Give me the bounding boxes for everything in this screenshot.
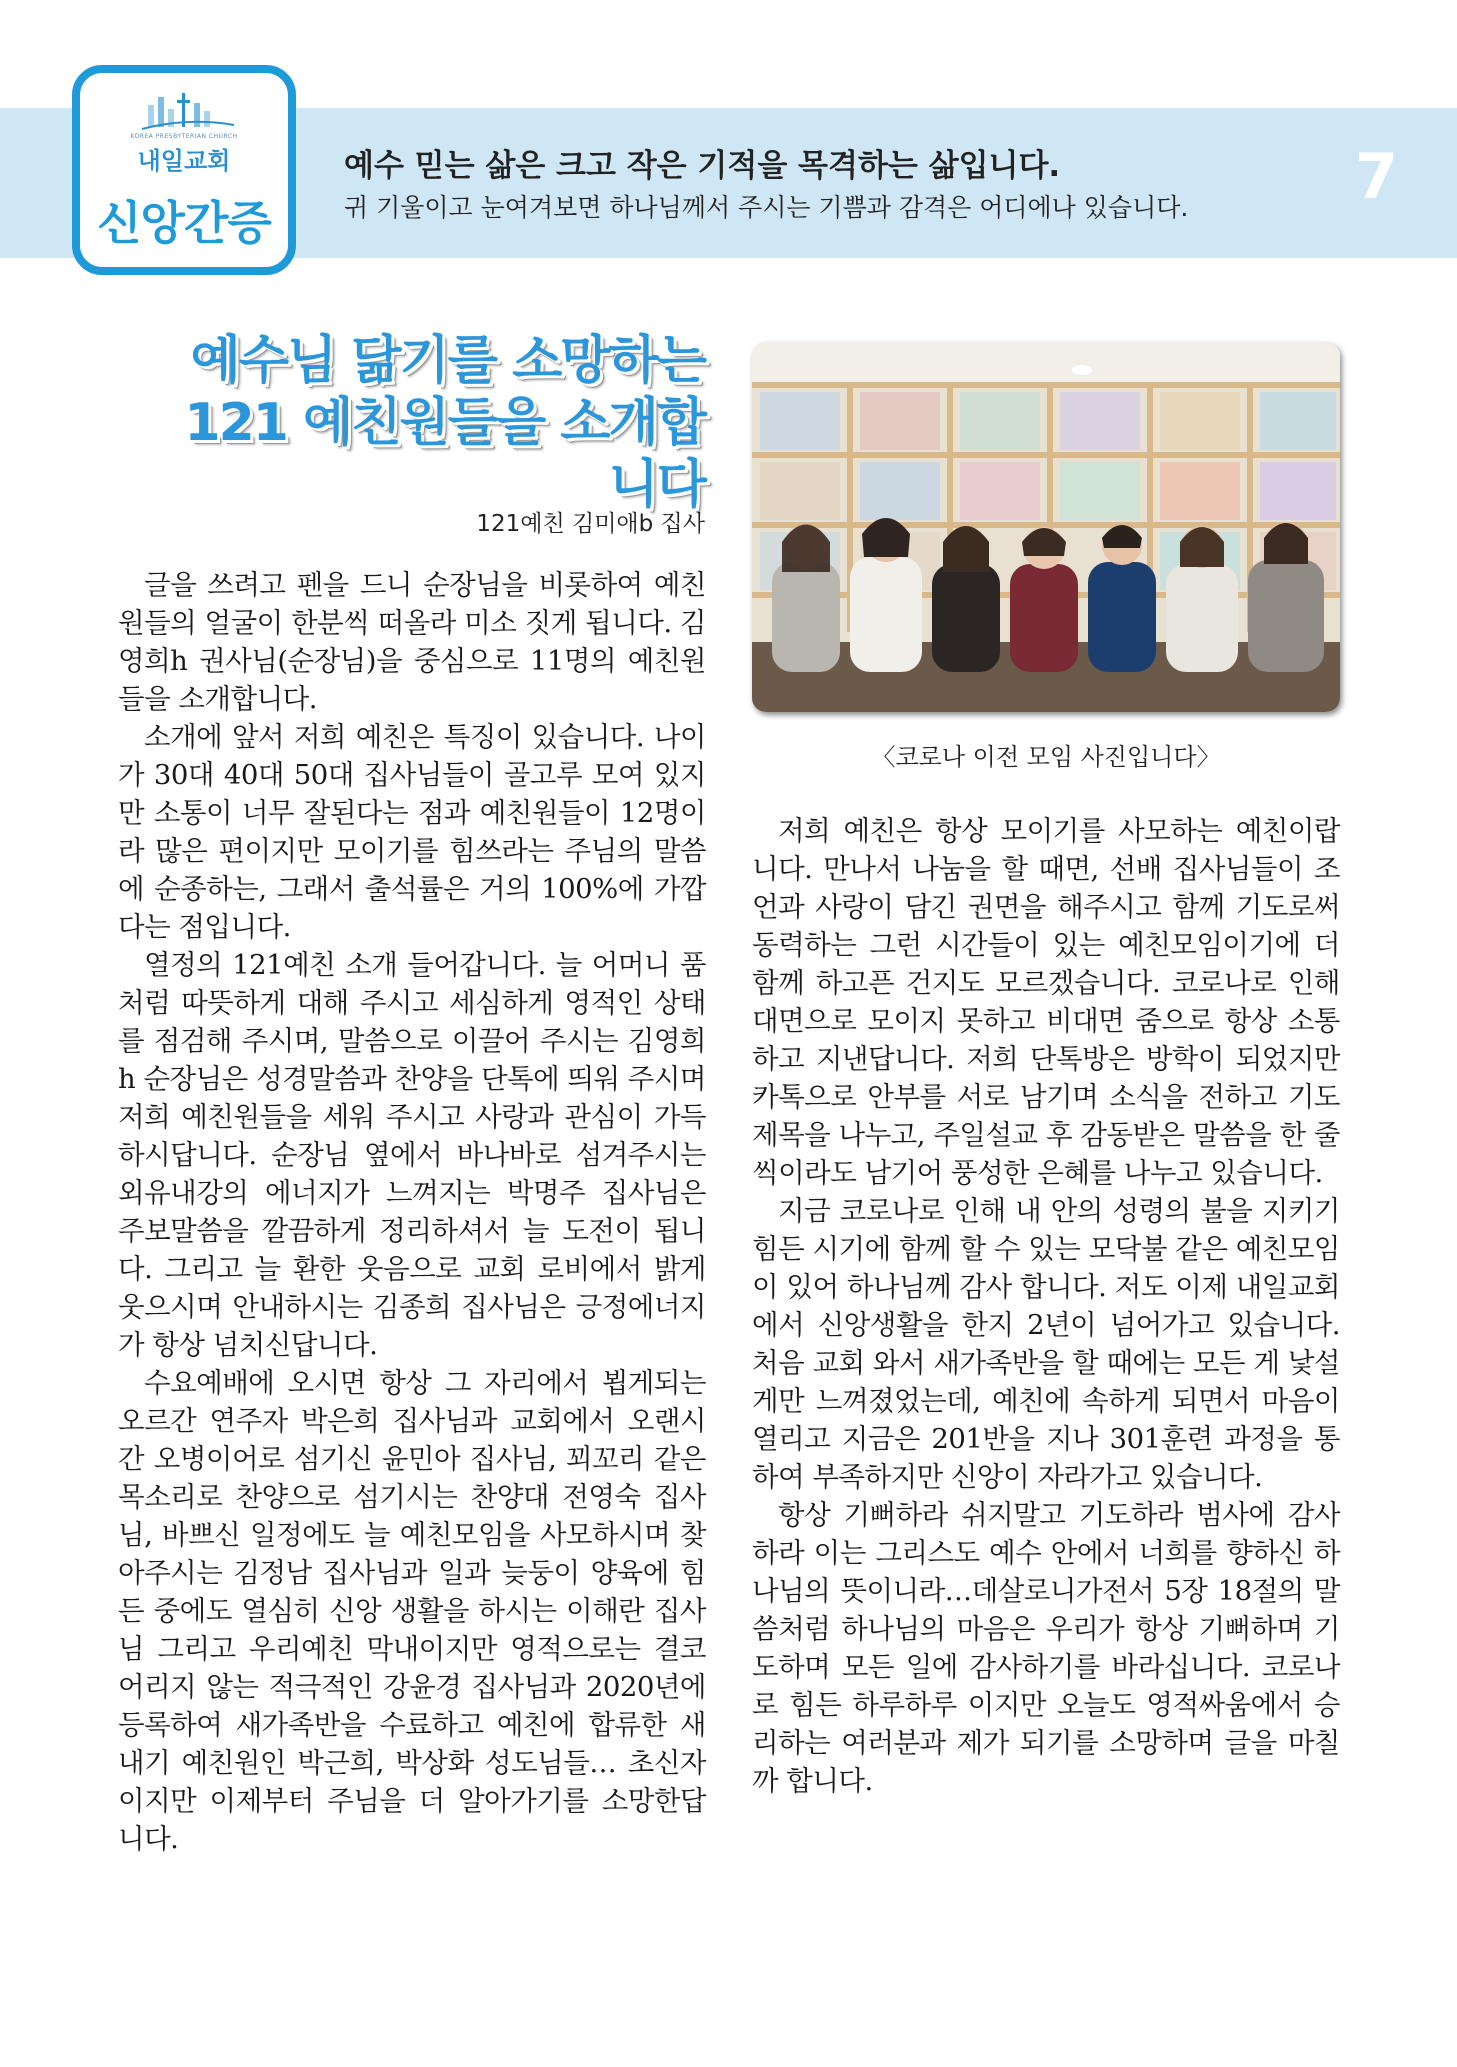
paragraph: 소개에 앞서 저희 예친은 특징이 있습니다. 나이가 30대 40대 50대 집사님들이 골고루 모여 있지만 소통이 너무 잘된다는 점과 예친원들이 12명이라 많은 편이지만 모이기를 힘쓰라는 주님의 말씀에 순종하는, 그래서 출석률은 거의 100%에 가깝다는 점입니다.: [118, 721, 706, 943]
article-left-column: [118, 566, 706, 1858]
article-right-column: [752, 812, 1340, 1800]
section-title: 신앙간증: [97, 196, 271, 250]
logo-subtitle: KOREA PRESBYTERIAN CHURCH: [130, 133, 238, 140]
logo-box: [72, 65, 296, 275]
article-title-line-2: 121 예친원들을 소개합니다: [184, 393, 705, 515]
paragraph: 지금 코로나로 인해 내 안의 성령의 불을 지키기 힘든 시기에 함께 할 수 있는 모닥불 같은 예친모임이 있어 하나님께 감사 합니다. 저도 이제 내일교회에서 신앙생활을 한지 2년이 넘어가고 있습니다. 처음 교회 와서 새가족반을 할 때에는 모든 게 낯설게만 느껴졌었는데, 예친에 속하게 되면서 마음이 열리고 지금은 201반을 지나 301훈련 과정을 통하여 부족하지만 신앙이 자라가고 있습니다.: [752, 1195, 1340, 1493]
group-photo: [752, 342, 1340, 712]
article-byline: 121예친 김미애b 집사: [476, 511, 705, 537]
logo-name: 내일교회: [137, 147, 231, 175]
article-title: [145, 330, 705, 516]
paragraph: 저희 예친은 항상 모이기를 사모하는 예친이랍니다. 만나서 나눔을 할 때면, 선배 집사님들이 조언과 사랑이 담긴 권면을 해주시고 함께 기도로써 동력하는 그런 시간들이 있는 예친모임이기에 더 함께 하고픈 건지도 모르겠습니다. 코로나로 인해 대면으로 모이지 못하고 비대면 줌으로 항상 소통하고 지낸답니다. 저희 단톡방은 방학이 되었지만 카톡으로 안부를 서로 남기며 소식을 전하고 기도제목을 나누고, 주일설교 후 감동받은 말씀을 한 줄씩이라도 남기어 풍성한 은혜를 나누고 있습니다.: [752, 815, 1340, 1189]
tagline-sub: 귀 기울이고 눈여겨보면 하나님께서 주시는 기쁨과 감격은 어디에나 있습니다.: [344, 193, 1189, 222]
paragraph: 열정의 121예친 소개 들어갑니다. 늘 어머니 품처럼 따뜻하게 대해 주시고 세심하게 영적인 상태를 점검해 주시며, 말씀으로 이끌어 주시는 김영희h 순장님은 성경말씀과 찬양을 단톡에 띄워 주시며 저희 예친원들을 세워 주시고 사랑과 관심이 가득하시답니다. 순장님 옆에서 바나바로 섬겨주시는 외유내강의 에너지가 느껴지는 박명주 집사님은 주보말씀을 깔끔하게 정리하셔서 늘 도전이 됩니다. 그리고 늘 환한 웃음으로 교회 로비에서 밝게 웃으시며 안내하시는 김종희 집사님은 긍정에너지가 항상 넘치신답니다.: [118, 949, 706, 1361]
group-photo-illustration: [752, 342, 1340, 712]
paragraph: 항상 기뻐하라 쉬지말고 기도하라 범사에 감사하라 이는 그리스도 예수 안에서 너희를 향하신 하나님의 뜻이니라…데살로니가전서 5장 18절의 말씀처럼 하나님의 마음은 우리가 항상 기뻐하며 기도하며 모든 일에 감사하기를 바라십니다. 코로나로 힘든 하루하루 이지만 오늘도 영적싸움에서 승리하는 여러분과 제가 되기를 소망하며 글을 마칠까 합니다.: [752, 1499, 1340, 1797]
page-number: 7: [1355, 140, 1399, 213]
church-logo-icon: [138, 91, 238, 131]
paragraph: 수요예배에 오시면 항상 그 자리에서 뵙게되는 오르간 연주자 박은희 집사님과 교회에서 오랜시간 오병이어로 섬기신 윤민아 집사님, 꾀꼬리 같은 목소리로 찬양으로 섬기시는 찬양대 전영숙 집사님, 바쁘신 일정에도 늘 예친모임을 사모하시며 찾아주시는 김정남 집사님과 일과 늦둥이 양육에 힘든 중에도 열심히 신앙 생활을 하시는 이해란 집사님 그리고 우리예친 막내이지만 영적으로는 결코 어리지 않는 적극적인 강윤경 집사님과 2020년에 등록하여 새가족반을 수료하고 예친에 합류한 새내기 예친원인 박근희, 박상화 성도님들… 초신자 이지만 이제부터 주님을 더 알아가기를 소망한답니다.: [118, 1367, 706, 1855]
photo-caption: 〈코로나 이전 모임 사진입니다〉: [871, 743, 1221, 771]
paragraph: 글을 쓰려고 펜을 드니 순장님을 비롯하여 예친원들의 얼굴이 한분씩 떠올라 미소 짓게 됩니다. 김영희h 권사님(순장님)을 중심으로 11명의 예친원들을 소개합니다.: [118, 569, 706, 715]
tagline-main: 예수 믿는 삶은 크고 작은 기적을 목격하는 삶입니다.: [344, 148, 1061, 184]
article-title-line-1: 예수님 닮기를 소망하는: [190, 331, 705, 391]
